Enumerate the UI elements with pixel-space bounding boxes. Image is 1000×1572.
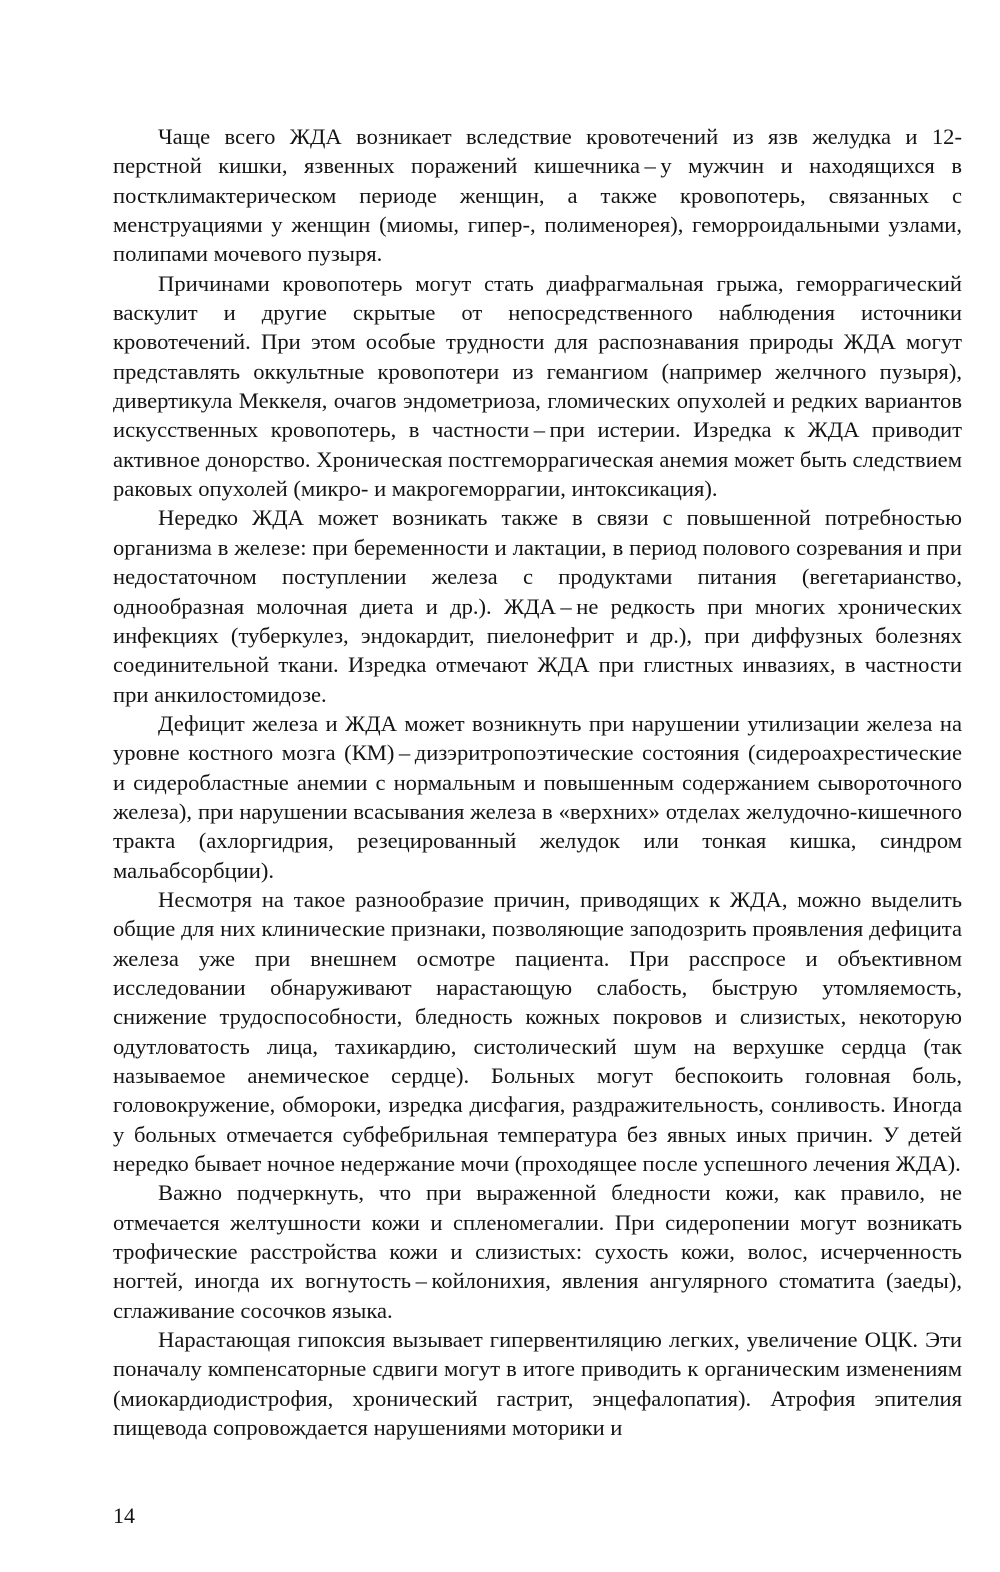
paragraph-skin-symptoms: Важно подчеркнуть, что при выраженной бледности кожи, как правило, не отмечается желтушности кожи и спленомегалии. При сидеропении могут возникать трофические расстройства кожи и слизистых: сухость кожи, волос, исчерченность ногтей, иногда их вогнутость – койлонихия, явления ангулярного стоматита (заеды), сглаживание сосочков языка. bbox=[113, 1180, 962, 1323]
paragraph-clinical-signs: Несмотря на такое разнообразие причин, приводящих к ЖДА, можно выделить общие для них клинические признаки, позволяющие заподозрить проявления дефицита железа уже при внешнем осмотре пациента. При расспросе и объективном исследовании обнаруживают нарастающую слабость, быструю утомляемость, снижение трудоспособности, бледность кожных покровов и слизистых, некоторую одутловатость лица, тахикардию, систолический шум на верхушке сердца (так называемое анемическое сердце). Больных могут беспокоить головная боль, головокружение, обмороки, изредка дисфагия, раздражительность, сонливость. Иногда у больных отмечается субфебрильная температура без явных иных причин. У детей нередко бывает ночное недержание мочи (проходящее после успешного лечения ЖДА). bbox=[113, 886, 962, 1177]
paragraph-causes-blood-loss: Причинами кровопотерь могут стать диафрагмальная грыжа, геморрагический васкулит и другие скрытые от непосредственного наблюдения источники кровотечений. При этом особые трудности для распознавания природы ЖДА могут представлять оккультные кровопотери из гемангиом (например желчного пузыря), дивертикула Меккеля, очагов эндометриоза, гломических опухолей и редких вариантов искусственных кровопотерь, в частности – при истерии. Изредка к ЖДА приводит активное донорство. Хроническая постгеморрагическая анемия может быть следствием раковых опухолей (микро- и макрогеморрагии, интоксикация). bbox=[113, 270, 962, 502]
paragraph-increased-demand: Нередко ЖДА может возникать также в связи с повышенной потребностью организма в железе: при беременности и лактации, в период полового созревания и при недостаточном поступлении железа с продуктами питания (вегетарианство, однообразная молочная диета и др.). ЖДА – не редкость при многих хронических инфекциях (туберкулез, эндокардит, пиелонефрит и др.), при диффузных болезнях соединительной ткани. Изредка отмечают ЖДА при глистных инвазиях, в частности при анкилостомидозе. bbox=[113, 505, 962, 707]
paragraph-iron-utilization: Дефицит железа и ЖДА может возникнуть при нарушении утилизации железа на уровне костного мозга (КМ) – дизэритропоэтические состояния (сидероахрестические и сидеробластные анемии с нормальным и повышенным содержанием сывороточного железа), при нарушении всасывания железа в «верхних» отделах желудочно-кишечного тракта (ахлоргидрия, резецированный желудок или тонкая кишка, синдром мальабсорбции). bbox=[113, 710, 962, 883]
paragraph-causes-bleeding: Чаще всего ЖДА возникает вследствие кровотечений из язв желудка и 12-перстной кишки, язвенных поражений кишечника – у мужчин и находящихся в постклимактерическом периоде женщин, а также кровопотерь, связанных с менструациями у женщин (миомы, гипер-, полименорея), геморроидальными узлами, полипами мочевого пузыря. bbox=[113, 124, 962, 267]
body-text bbox=[113, 122, 962, 1442]
page-number: 14 bbox=[113, 1503, 135, 1528]
paragraph-hypoxia: Нарастающая гипоксия вызывает гипервентиляцию легких, увеличение ОЦК. Эти поначалу компенсаторные сдвиги могут в итоге приводить к органическим изменениям (миокардиодистрофия, хронический гастрит, энцефалопатия). Атрофия эпителия пищевода сопровождается нарушениями моторики и bbox=[113, 1327, 962, 1441]
